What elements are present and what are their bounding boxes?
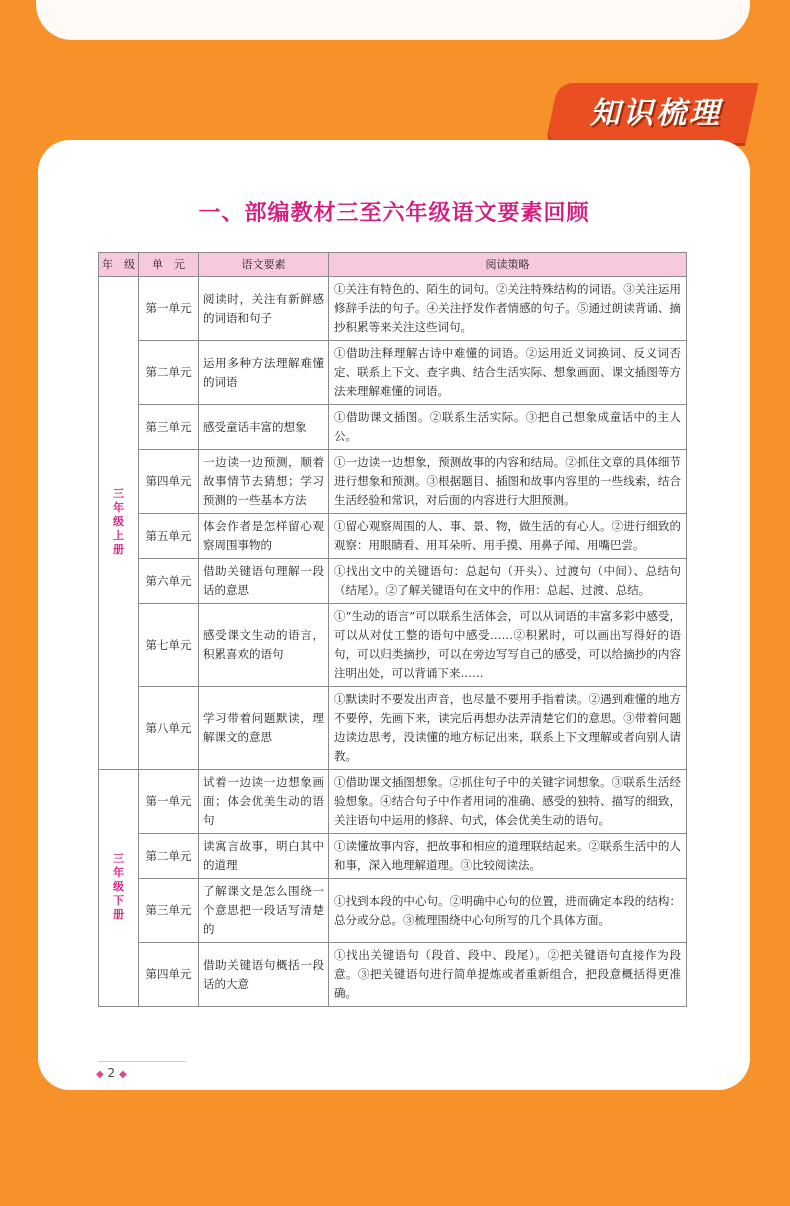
table-row (99, 450, 687, 514)
unit-cell: 第六单元 (139, 559, 199, 604)
table-row (99, 770, 687, 834)
unit-cell: 第七单元 (139, 604, 199, 687)
curriculum-table (98, 252, 687, 1007)
strategy-cell: ①找到本段的中心句。②明确中心句的位置，进而确定本段的结构：总分或分总。③梳理围绕中心句所写的几个具体方面。 (329, 879, 687, 943)
table-row (99, 879, 687, 943)
unit-cell: 第一单元 (139, 770, 199, 834)
element-cell: 试着一边读一边想象画面；体会优美生动的语句 (199, 770, 329, 834)
page-title: 一、部编教材三至六年级语文要素回顾 (198, 201, 590, 226)
strategy-cell: ①借助注释理解古诗中难懂的词语。②运用近义词换词、反义词否定、联系上下文、查字典、结合生活实际、想象画面、课文插图等方法来理解难懂的词语。 (329, 341, 687, 405)
element-cell: 阅读时，关注有新鲜感的词语和句子 (199, 277, 329, 341)
table-row (99, 943, 687, 1007)
strategy-cell: ①一边读一边想象，预测故事的内容和结局。②抓住文章的具体细节进行想象和预测。③根据题目、插图和故事内容里的一些线索，结合生活经验和常识，对后面的内容进行大胆预测。 (329, 450, 687, 514)
footer-divider (98, 1061, 186, 1062)
diamond-icon: ◆ (96, 1069, 104, 1080)
header-strategy: 阅读策略 (329, 253, 687, 277)
strategy-cell: ①“生动的语言”可以联系生活体会，可以从词语的丰富多彩中感受，可以从对仗工整的语句中感受……②积累时，可以画出写得好的语句，可以归类摘抄，可以在旁边写写自己的感受，可以给摘抄的内容注明出处，可以背诵下来…… (329, 604, 687, 687)
unit-cell: 第四单元 (139, 450, 199, 514)
element-cell: 感受童话丰富的想象 (199, 405, 329, 450)
strategy-cell: ①默读时不要发出声音，也尽量不要用手指着读。②遇到难懂的地方不要停，先画下来，读完后再想办法弄清楚它们的意思。③带着问题边读边思考，没读懂的地方标记出来，联系上下文理解或者向别人请教。 (329, 687, 687, 770)
element-cell: 体会作者是怎样留心观察周围事物的 (199, 514, 329, 559)
strategy-cell: ①借助课文插图。②联系生活实际。③把自己想象成童话中的主人公。 (329, 405, 687, 450)
table-row (99, 687, 687, 770)
element-cell: 借助关键语句理解一段话的意思 (199, 559, 329, 604)
unit-cell: 第八单元 (139, 687, 199, 770)
header-grade: 年 级 (99, 253, 139, 277)
element-cell: 感受课文生动的语言，积累喜欢的语句 (199, 604, 329, 687)
strategy-cell: ①读懂故事内容，把故事和相应的道理联结起来。②联系生活中的人和事，深入地理解道理。③比较阅读法。 (329, 834, 687, 879)
header-unit: 单 元 (139, 253, 199, 277)
header-element: 语文要素 (199, 253, 329, 277)
page-footer (96, 1066, 127, 1080)
strategy-cell: ①找出关键语句（段首、段中、段尾）。②把关键语句直接作为段意。③把关键语句进行简单提炼或者重新组合，把段意概括得更准确。 (329, 943, 687, 1007)
grade-cell (99, 770, 139, 1007)
table-row (99, 277, 687, 341)
table-row (99, 559, 687, 604)
table-row (99, 604, 687, 687)
table-row (99, 341, 687, 405)
table-row (99, 514, 687, 559)
strategy-cell: ①留心观察周围的人、事、景、物，做生活的有心人。②进行细致的观察：用眼睛看、用耳朵听、用手摸、用鼻子闻、用嘴巴尝。 (329, 514, 687, 559)
unit-cell: 第三单元 (139, 405, 199, 450)
element-cell: 借助关键语句概括一段话的大意 (199, 943, 329, 1007)
section-badge-label: 知识梳理 (590, 96, 722, 131)
table-row (99, 834, 687, 879)
element-cell: 学习带着问题默读，理解课文的意思 (199, 687, 329, 770)
grade-cell (99, 277, 139, 770)
unit-cell: 第四单元 (139, 943, 199, 1007)
table-header-row (99, 253, 687, 277)
grade-label: 三年级上册 (113, 487, 124, 556)
strategy-cell: ①关注有特色的、陌生的词句。②关注特殊结构的词语。③关注运用修辞手法的句子。④关注抒发作者情感的句子。⑤通过朗读背诵、摘抄积累等来关注这些词句。 (329, 277, 687, 341)
unit-cell: 第三单元 (139, 879, 199, 943)
strategy-cell: ①借助课文插图想象。②抓住句子中的关键字词想象。③联系生活经验想象。④结合句子中作者用词的准确、感受的独特、描写的细致，关注语句中运用的修辞、句式，体会优美生动的语句。 (329, 770, 687, 834)
element-cell: 了解课文是怎么围绕一个意思把一段话写清楚的 (199, 879, 329, 943)
unit-cell: 第二单元 (139, 341, 199, 405)
unit-cell: 第一单元 (139, 277, 199, 341)
element-cell: 一边读一边预测，顺着故事情节去猜想；学习预测的一些基本方法 (199, 450, 329, 514)
page-number: 2 (107, 1066, 116, 1080)
element-cell: 运用多种方法理解难懂的词语 (199, 341, 329, 405)
table-row (99, 405, 687, 450)
unit-cell: 第二单元 (139, 834, 199, 879)
element-cell: 读寓言故事，明白其中的道理 (199, 834, 329, 879)
grade-label: 三年级下册 (113, 852, 124, 921)
top-card (36, 0, 750, 40)
unit-cell: 第五单元 (139, 514, 199, 559)
strategy-cell: ①找出文中的关键语句：总起句（开头）、过渡句（中间）、总结句（结尾）。②了解关键语句在文中的作用：总起、过渡、总结。 (329, 559, 687, 604)
diamond-icon: ◆ (119, 1069, 127, 1080)
